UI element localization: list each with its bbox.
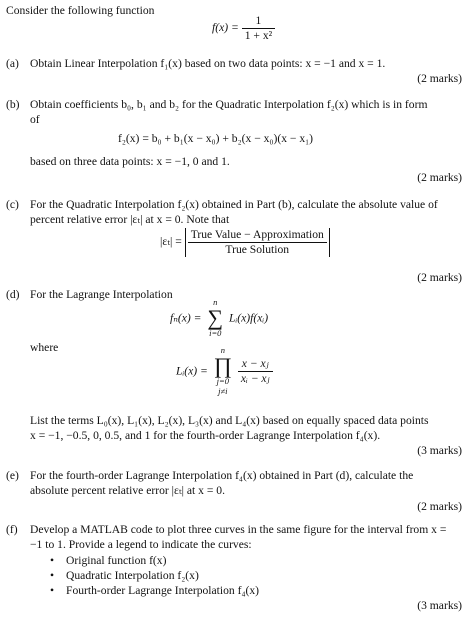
part-a-marks: (2 marks) xyxy=(417,72,462,85)
fn-body: Lᵢ(x)f(xᵢ) xyxy=(229,311,269,325)
fn-lhs: fₙ(x) = xyxy=(170,311,202,325)
bullet-text-lagrange: Fourth-order Lagrange Interpolation f₄(x) xyxy=(66,584,260,597)
error-abs-bars xyxy=(185,228,330,257)
sum-operator xyxy=(207,298,223,339)
part-e-line2: absolute percent relative error |εₜ| at x = 0. xyxy=(30,484,225,497)
part-b-line1: Obtain coefficients b₀, b₁ and b₂ for the Quadratic Interpolation f₂(x) which is in form xyxy=(30,98,428,111)
bullet-text-original: Original function f(x) xyxy=(66,554,167,567)
part-d-line1: For the Lagrange Interpolation xyxy=(30,288,173,301)
sum-lower-limit: i=0 xyxy=(209,328,222,339)
part-b-label: (b) xyxy=(6,98,20,111)
part-b-formula: f₂(x) = b₀ + b₁(x − x₀) + b₂(x − x₀)(x − x₁) xyxy=(118,132,314,145)
li-lhs: Lᵢ(x) = xyxy=(176,364,208,378)
lagrange-li-formula xyxy=(176,346,273,396)
f-numerator: 1 xyxy=(242,14,275,29)
part-c-label: (c) xyxy=(6,198,19,211)
part-f-marks: (3 marks) xyxy=(417,599,462,612)
product-sign: ∏ xyxy=(213,353,232,379)
function-definition xyxy=(212,14,275,43)
part-d-line3: x = −1, −0.5, 0, 0.5, and 1 for the fourth-order Lagrange Interpolation f₄(x). xyxy=(30,429,381,442)
product-upper-limit: n xyxy=(220,345,225,355)
sum-upper-limit: n xyxy=(213,297,218,307)
part-b-line3: based on three data points: x = −1, 0 and 1. xyxy=(30,155,230,168)
intro-text: Consider the following function xyxy=(6,4,155,17)
part-e-label: (e) xyxy=(6,469,19,482)
part-c-marks: (2 marks) xyxy=(417,271,462,284)
part-c-line1: For the Quadratic Interpolation f₂(x) obtained in Part (b), calculate the absolute value of xyxy=(30,198,438,211)
error-fraction xyxy=(188,228,327,257)
part-d-label: (d) xyxy=(6,288,20,301)
sum-sign: ∑ xyxy=(207,305,224,331)
f-denominator: 1 + x² xyxy=(244,28,273,42)
li-numerator: x − xⱼ xyxy=(238,357,273,372)
part-d-line2: List the terms L₀(x), L₁(x), L₂(x), L₃(x) and L₄(x) based on equally spaced data points xyxy=(30,414,429,427)
bullet-item xyxy=(50,568,54,583)
part-a-label: (a) xyxy=(6,57,19,70)
product-lower-limit-1: j=0 xyxy=(216,376,230,387)
part-c-line2: percent relative error |εₜ| at x = 0. Note that xyxy=(30,213,230,226)
product-operator xyxy=(214,346,232,396)
li-fraction xyxy=(238,357,273,386)
bullet-item xyxy=(50,553,54,568)
part-b-line2: of xyxy=(30,113,40,126)
part-d-marks: (3 marks) xyxy=(417,444,462,457)
product-lower-limit-2: j≠i xyxy=(218,385,228,396)
part-e-marks: (2 marks) xyxy=(417,500,462,513)
error-formula xyxy=(160,228,330,257)
f-fraction xyxy=(242,14,275,43)
where-text: where xyxy=(30,341,59,354)
part-a-text: Obtain Linear Interpolation f₁(x) based on two data points: x = −1 and x = 1. xyxy=(30,57,386,70)
error-lhs: |εₜ| = xyxy=(160,235,182,249)
bullet-item xyxy=(50,583,54,598)
part-f-label: (f) xyxy=(6,523,18,536)
bullet-text-quadratic: Quadratic Interpolation f₂(x) xyxy=(66,569,199,582)
bullet-dot-icon: • xyxy=(50,569,55,582)
part-f-line1: Develop a MATLAB code to plot three curves in the same figure for the interval from x = xyxy=(30,523,447,536)
bullet-dot-icon: • xyxy=(50,584,55,597)
error-denominator: True Solution xyxy=(225,242,290,256)
lagrange-fn-formula xyxy=(170,298,268,339)
li-denominator: xᵢ − xⱼ xyxy=(240,371,270,385)
f-lhs: f(x) = xyxy=(212,21,239,35)
part-b-marks: (2 marks) xyxy=(417,171,462,184)
part-f-line2: −1 to 1. Provide a legend to indicate the curves: xyxy=(30,538,252,551)
part-e-line1: For the fourth-order Lagrange Interpolation f₄(x) obtained in Part (d), calculate the xyxy=(30,469,414,482)
bullet-dot-icon: • xyxy=(50,554,55,567)
error-numerator: True Value − Approximation xyxy=(188,228,327,243)
